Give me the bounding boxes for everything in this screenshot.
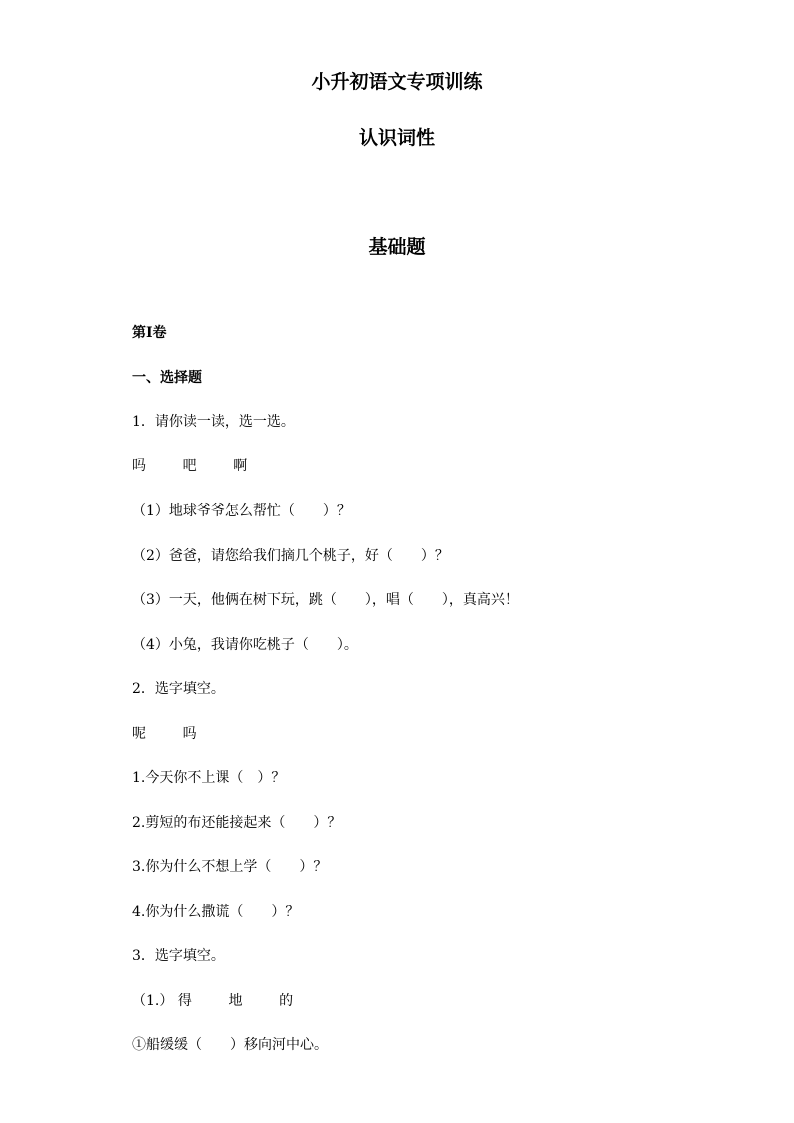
question-3-prompt: 3．选字填空。 [132,948,225,964]
question-1-item: （2）爸爸，请您给我们摘几个桃子，好（ ）？ [132,548,449,564]
question-2-item: 3.你为什么不想上学（ ）？ [132,859,328,875]
option-word: 地 [228,993,243,1009]
option-word: 吧 [182,458,197,474]
question-2-item: 4.你为什么撒谎（ ）？ [132,904,300,920]
option-word: 呢 [132,726,146,742]
question-3-options [132,991,293,1011]
option-word: 吗 [182,726,197,742]
option-word: 的 [279,993,294,1009]
option-word: 得 [177,993,192,1009]
sub-question-label: （1.） [132,993,174,1009]
section-title: 基础题 [368,236,426,258]
question-1-prompt: 1．请你读一读，选一选。 [132,414,295,430]
question-2-item: 1.今天你不上课（ ）？ [132,770,286,786]
question-1-item: （3）一天，他俩在树下玩，跳（ ），唱（ ），真高兴！ [132,592,519,608]
document-subtitle: 认识词性 [358,127,435,149]
question-1-item: （4）小兔，我请你吃桃子（ ）。 [132,637,358,653]
question-2-prompt: 2．选字填空。 [132,681,225,697]
question-1-item: （1）地球爷爷怎么帮忙（ ）？ [132,503,351,519]
question-3-item: ①船缓缓（ ）移向河中心。 [132,1037,328,1053]
option-word: 吗 [132,458,146,474]
question-1-options [132,456,247,476]
question-2-item: 2.剪短的布还能接起来（ ）？ [132,815,342,831]
part-label: 一、选择题 [132,370,202,386]
question-2-options [132,724,197,744]
document-title: 小升初语文专项训练 [311,71,483,93]
volume-label: 第I卷 [132,325,167,341]
option-word: 啊 [233,458,248,474]
